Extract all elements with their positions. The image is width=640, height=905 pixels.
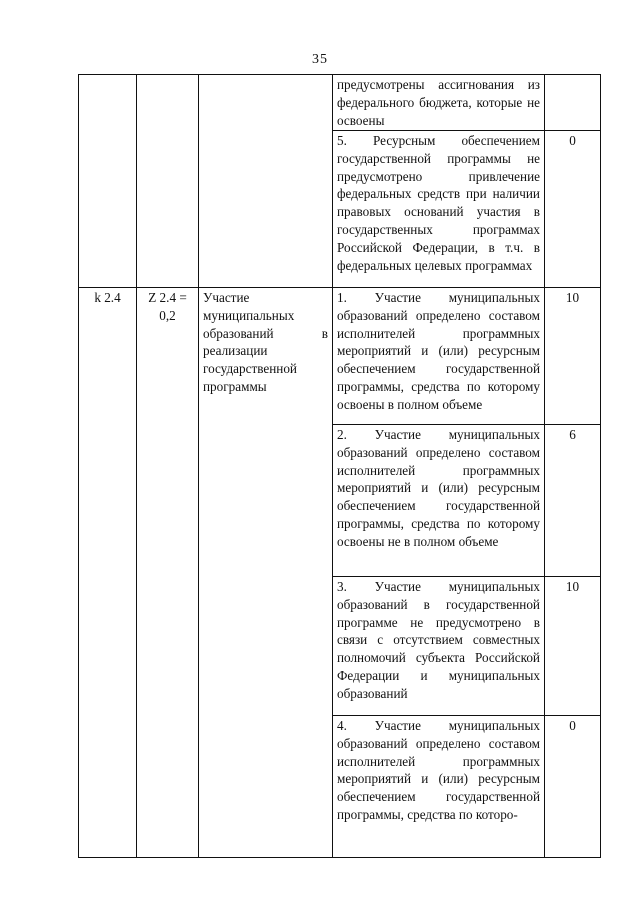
empty-description-cell	[199, 75, 333, 288]
indicator-weight: 0,2	[159, 307, 176, 323]
score-cell	[545, 75, 601, 131]
indicator-description-cell	[199, 288, 333, 858]
criterion-cell	[333, 288, 545, 425]
indicator-description: Участие муниципальных образований в реализации государственной программы	[203, 290, 328, 394]
score-cell	[545, 425, 601, 577]
score-value: 10	[565, 579, 580, 594]
score-value: 10	[565, 290, 580, 305]
indicator-formula-cell	[137, 288, 199, 858]
empty-code-cell	[79, 75, 137, 288]
score-cell	[545, 577, 601, 716]
score-value: 6	[569, 427, 576, 442]
criterion-text: 5. Ресурсным обеспечением государственной программы не предусмотрено привлечение федеральных средств при наличии правовых оснований участия в государственных программах Российской Федерации, в т.ч. в федеральных целевых программах	[337, 133, 540, 273]
empty-formula-cell	[137, 75, 199, 288]
criterion-text: 4. Участие муниципальных образований определено составом исполнителей программных мероприятий и (или) ресурсным обеспечением государственной программы, средства по которо-	[337, 718, 540, 822]
table-row	[79, 75, 601, 131]
score-value: 0	[569, 718, 576, 733]
score-value: 0	[569, 133, 576, 148]
score-cell	[545, 288, 601, 425]
indicator-code-cell	[79, 288, 137, 858]
indicator-formula: Z 2.4 =	[148, 290, 187, 305]
indicator-code: k 2.4	[94, 290, 121, 305]
score-cell	[545, 131, 601, 288]
criterion-cell	[333, 425, 545, 577]
page-number: 35	[312, 52, 328, 67]
criterion-cell	[333, 131, 545, 288]
criterion-text: 3. Участие муниципальных образований в государственной программе не предусмотрено в связи с отсутствием совместных полномочий субъекта Российской Федерации и муниципальных образований	[337, 579, 540, 701]
score-cell	[545, 716, 601, 858]
criterion-text: 1. Участие муниципальных образований определено составом исполнителей программных мероприятий и (или) ресурсным обеспечением государственной программы, средства по которому освоены в полном объеме	[337, 290, 540, 412]
criterion-text: предусмотрены ассигнования из федерального бюджета, которые не освоены	[337, 77, 540, 128]
criterion-cell	[333, 577, 545, 716]
table-row	[79, 288, 601, 425]
criterion-cell	[333, 716, 545, 858]
criterion-text: 2. Участие муниципальных образований определено составом исполнителей программных мероприятий и (или) ресурсным обеспечением государственной программы, средства по которому освоены не в полном объеме	[337, 427, 540, 549]
criteria-table	[78, 74, 601, 858]
criterion-cell	[333, 75, 545, 131]
